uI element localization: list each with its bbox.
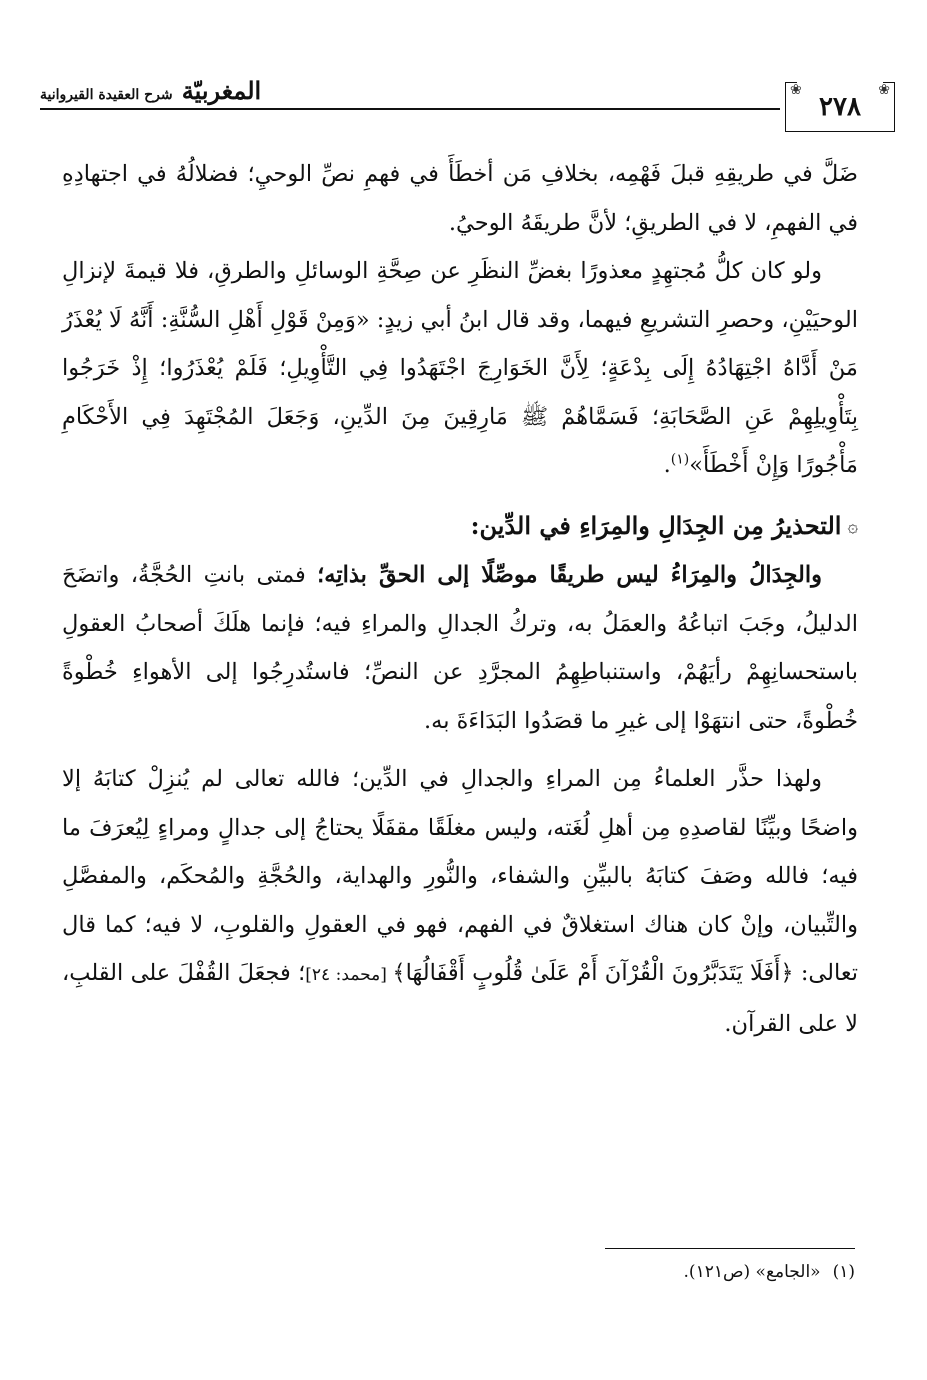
paragraph-text: ولهذا حذَّر العلماءُ مِن المراءِ والجدالِ في الدِّين؛ فالله تعالى لم يُنزِلْ كتابَهُ إلا واضحًا وبيِّنًا لقاصدِهِ مِن أهلِ لُغَته، وليس مغلَقًا مقفَلًا يحتاجُ إلى جدالٍ ومراءٍ لِيُعرَفَ ما فيه؛ فالله وصَفَ كتابَهُ بالبيِّنِ والشفاء، والنُّورِ والهداية، والحُجَّةِ والمُحكَم، والمفصَّلِ والتِّبيان، وإنْ كان هناك استغلاقٌ في الفهم، فهو في العقولِ والقلوبِ، لا فيه؛ كما قال تعالى: <box>62 766 858 986</box>
paragraph <box>62 755 858 1048</box>
section-ornament-icon: ۞ <box>847 515 858 537</box>
main-text <box>62 150 858 1048</box>
footnote-text: «الجامع» (ص١٢١). <box>683 1262 821 1282</box>
running-title-sub: شرح العقيدة القيروانية <box>40 87 173 103</box>
ornament-icon: ❀ <box>878 82 890 98</box>
quotation: «وَمِنْ قَوْلِ أَهْلِ السُّنَّةِ: أَنَّهُ لَا يُعْذَرُ مَنْ أَدَّاهُ اجْتِهَادُهُ إِلَى بِدْعَةٍ؛ لِأَنَّ الخَوَارِجَ اجْتَهَدُوا فِي التَّأْوِيلِ؛ فَلَمْ يُعْذَرُوا؛ إِذْ خَرَجُوا بِتَأْوِيلِهِمْ عَنِ الصَّحَابَةِ؛ فَسَمَّاهُمْ ﷺ مَارِقِينَ مِنَ الدِّينِ، وَجَعَلَ المُجْتَهِدَ فِي الأَحْكَامِ مَأْجُورًا وَإِنْ أَخْطَأَ» <box>62 306 858 478</box>
running-title <box>40 76 261 105</box>
footnote-number: (١) <box>832 1262 855 1282</box>
running-title-main: المغربيّة <box>181 76 262 105</box>
paragraph <box>62 247 858 490</box>
footnote-separator <box>605 1248 855 1249</box>
paragraph-text: ؛ فجعَلَ القُفْلَ على القلبِ، لا على القرآن. <box>62 960 858 1037</box>
verse-reference: [محمد: ٢٤] <box>305 965 393 985</box>
page-header <box>40 68 895 132</box>
bold-lead-sentence: والجِدَالُ والمِرَاءُ ليس طريقًا موصِّلًا إلى الحقِّ بذاتِه؛ <box>317 562 822 588</box>
section-heading-text: التحذيرُ مِن الجِدَالِ والمِرَاءِ في الدِّين: <box>470 510 842 540</box>
header-rule <box>40 108 780 110</box>
paragraph-text: فمتى بانتِ الحُجَّةُ، واتضَحَ الدليلُ، وجَبَ اتباعُهُ والعمَلُ به، وتركُ الجدالِ والمراءِ فيه؛ فإنما هلَكَ أصحابُ العقولِ باستحسانِهِمْ رأيَهُمْ، واستنباطِهِمُ المجرَّدِ عن النصِّ؛ فاستُدرِجُوا إلى الأهواءِ خُطْوةً خُطْوةً، حتى انتهَوْا إلى غيرِ ما قصَدُوا البَدَاءَةَ به. <box>62 562 858 734</box>
paragraph-text: . <box>663 452 671 478</box>
paragraph <box>62 551 858 745</box>
paragraph <box>62 150 858 247</box>
page-number-box <box>785 82 895 132</box>
footnote <box>684 1262 855 1282</box>
paragraph-text: ولو كان كلُّ مُجتهِدٍ معذورًا بغضِّ النظَرِ عن صِحَّةِ الوسائلِ والطرقِ، فلا قيمةَ لإنزالِ الوحيَيْنِ، وحصرِ التشريعِ فيهما، وقد قال ابنُ أبي زيدٍ: <box>62 258 859 333</box>
ornament-icon: ❀ <box>790 82 802 98</box>
footnote-reference: (١) <box>670 451 690 468</box>
page-number: ٢٧٨ <box>819 92 861 122</box>
quran-verse: ﴿أَفَلَا يَتَدَبَّرُونَ الْقُرْآنَ أَمْ عَلَىٰ قُلُوبٍ أَقْفَالُهَا﴾ <box>392 960 794 986</box>
section-heading <box>62 502 858 552</box>
paragraph-text: ضَلَّ في طريقِهِ قبلَ فَهْمِه، بخلافِ مَن أخطَأَ في فهمِ نصِّ الوحيِ؛ فضلالُهُ في اجتهادِهِ في الفهمِ، لا في الطريقِ؛ لأنَّ طريقَهُ الوحيُ. <box>62 161 858 236</box>
